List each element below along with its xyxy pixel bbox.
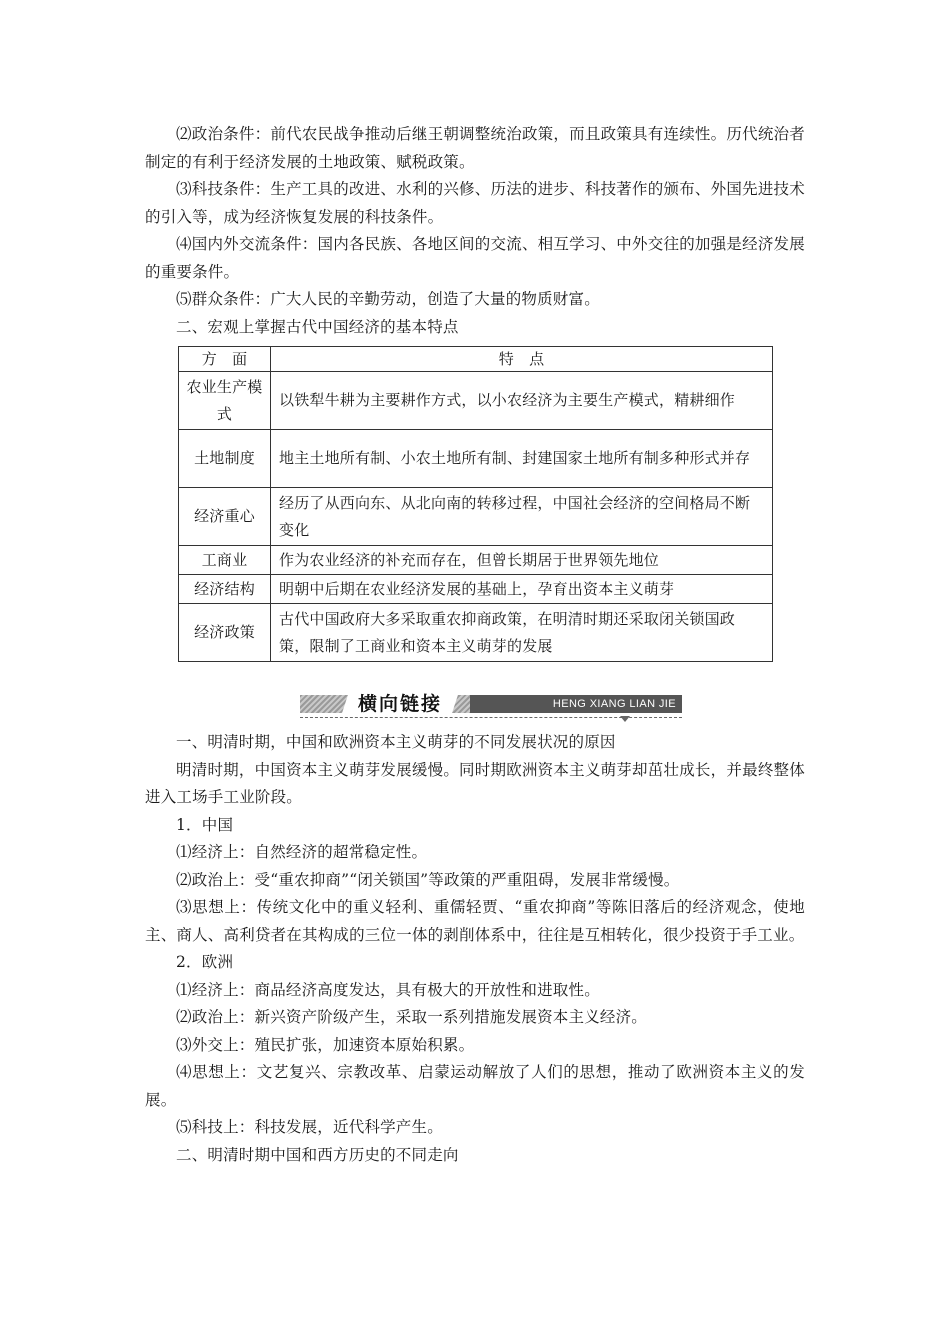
header-feature: 特 点 xyxy=(271,347,773,372)
paragraph-china-politics: ⑵政治上：受“重农抑商”“闭关锁国”等政策的严重阻碍，发展非常缓慢。 xyxy=(176,870,680,889)
paragraph-europe-politics: ⑵政治上：新兴资产阶级产生，采取一系列措施发展资本主义经济。 xyxy=(176,1008,648,1026)
row-feature: 古代中国政府大多采取重农抑商政策，在明清时期还采取闭关锁国政策，限制了工商业和资本主义萌芽的发展 xyxy=(271,604,773,662)
banner-pinyin: HENG XIANG LIAN JIE xyxy=(470,695,682,713)
paragraph-china-thought: ⑶思想上：传统文化中的重义轻利、重儒轻贾、“重农抑商”等陈旧落后的经济观念，使地主、商人、高利贷者在其构成的三位一体的剥削体系中，往往是互相转化，很少投资于手工业。 xyxy=(145,898,805,944)
row-aspect: 经济重心 xyxy=(179,488,271,546)
economic-features-table xyxy=(178,346,773,662)
row-aspect: 农业生产模式 xyxy=(179,372,271,430)
paragraph-europe-technology: ⑸科技上：科技发展，近代科学产生。 xyxy=(176,1118,443,1136)
paragraph-intro: 明清时期，中国资本主义萌芽发展缓慢。同时期欧洲资本主义萌芽却茁壮成长，并最终整体进入工场手工业阶段。 xyxy=(145,760,805,806)
table-header-row xyxy=(179,347,773,372)
banner-title: 横向链接 xyxy=(357,693,442,715)
heading-capitalism-sprouts: 一、明清时期，中国和欧洲资本主义萌芽的不同发展状况的原因 xyxy=(176,733,616,751)
row-aspect: 经济政策 xyxy=(179,604,271,662)
subheading-europe: 2．欧洲 xyxy=(176,953,234,971)
table-row xyxy=(179,430,773,488)
row-aspect: 工商业 xyxy=(179,546,271,575)
row-feature: 经历了从西向东、从北向南的转移过程，中国社会经济的空间格局不断变化 xyxy=(271,488,773,546)
table-row xyxy=(179,575,773,604)
table-row xyxy=(179,604,773,662)
paragraph-political-conditions: ⑵政治条件：前代农民战争推动后继王朝调整统治政策，而且政策具有连续性。历代统治者制定的有利于经济发展的土地政策、赋税政策。 xyxy=(145,125,805,171)
row-feature: 作为农业经济的补充而存在，但曾长期居于世界领先地位 xyxy=(271,546,773,575)
comparison-section xyxy=(145,729,805,1169)
table-row xyxy=(179,488,773,546)
paragraph-europe-economy: ⑴经济上：商品经济高度发达，具有极大的开放性和进取性。 xyxy=(176,980,600,999)
subheading-china: 1．中国 xyxy=(176,815,234,834)
heading-economic-features: 二、宏观上掌握古代中国经济的基本特点 xyxy=(176,317,459,336)
paragraph-technology-conditions: ⑶科技条件：生产工具的改进、水利的兴修、历法的进步、科技著作的颁布、外国先进技术的引入等，成为经济恢复发展的科技条件。 xyxy=(145,180,805,226)
paragraph-china-economy: ⑴经济上：自然经济的超常稳定性。 xyxy=(176,843,428,861)
paragraph-europe-diplomacy: ⑶外交上：殖民扩张，加速资本原始积累。 xyxy=(176,1035,475,1054)
paragraph-people-conditions: ⑸群众条件：广大人民的辛勤劳动，创造了大量的物质财富。 xyxy=(176,290,600,308)
paragraph-exchange-conditions: ⑷国内外交流条件：国内各民族、各地区间的交流、相互学习、中外交往的加强是经济发展的重要条件。 xyxy=(145,235,805,281)
header-aspect: 方 面 xyxy=(179,347,271,372)
row-feature: 地主土地所有制、小农土地所有制、封建国家土地所有制多种形式并存 xyxy=(271,430,773,488)
row-aspect: 土地制度 xyxy=(179,430,271,488)
table-row xyxy=(179,546,773,575)
section-banner xyxy=(300,690,682,726)
conditions-section xyxy=(145,121,805,341)
paragraph-europe-thought: ⑷思想上：文艺复兴、宗教改革、启蒙运动解放了人们的思想，推动了欧洲资本主义的发展。 xyxy=(145,1063,805,1109)
heading-different-directions: 二、明清时期中国和西方历史的不同走向 xyxy=(176,1145,459,1164)
banner-label-box xyxy=(340,690,459,718)
banner-pointer-icon xyxy=(620,716,630,722)
row-feature: 明朝中后期在农业经济发展的基础上，孕育出资本主义萌芽 xyxy=(271,575,773,604)
table-row xyxy=(179,372,773,430)
row-feature: 以铁犁牛耕为主要耕作方式，以小农经济为主要生产模式，精耕细作 xyxy=(271,372,773,430)
row-aspect: 经济结构 xyxy=(179,575,271,604)
